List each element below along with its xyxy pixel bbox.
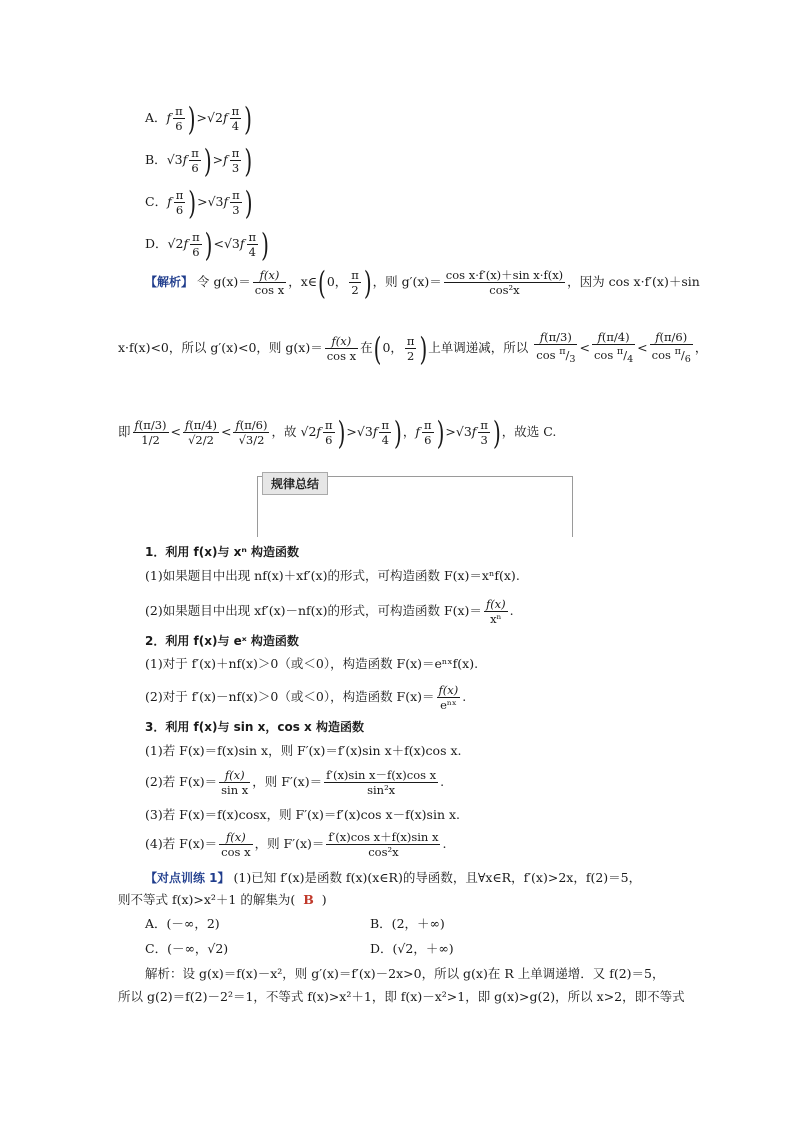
analysis-line-2: x·f(x)<0，所以 g′(x)<0，则 g(x)＝ $\frac{f(x)}{\text{cos x}}$ 在(0， $\frac{\pi}{2}$ )上单调递减，所以 $\frac{f(\pi/3)}{\cos ^\pi/_3}$ < $\frac{f(\pi/4)}{\cos ^\pi/_4}$ < $\frac{f(\pi/6)}{\cos ^\pi/_6}$ ， xyxy=(118,329,708,368)
exercise-question-line-2: 则不等式 f(x)>x²＋1 的解集为( B ) xyxy=(118,892,327,907)
summary-item-3-1: (1)若 F(x)＝f(x)sin x，则 F′(x)＝f′(x)sin x＋f(x)cos x. xyxy=(145,743,462,758)
summary-heading-3: 3．利用 f(x)与 sin x，cos x 构造函数 xyxy=(145,720,364,734)
analysis-line-1: 【解析】 令 g(x)＝ $\frac{f(x)}{\text{cos x}}$ ，x∈(0， $\frac{\pi}{2}$ )，则 g′(x)＝ $\frac{\text{cos x·f′(x)＋sin x·f(x)}}{\text{cos²x}}$ ，因为 cos x·f′(x)＋sin xyxy=(145,263,700,302)
exercise-option-d: D．(√2，＋∞) xyxy=(370,941,454,956)
summary-item-1-1: (1)如果题目中出现 nf(x)＋xf′(x)的形式，可构造函数 F(x)＝xⁿf(x). xyxy=(145,568,520,583)
exercise-solution-line-2: 所以 g(2)＝f(2)－2²＝1，不等式 f(x)>x²＋1，即 f(x)－x²>1，即 g(x)>g(2)，所以 x>2，即不等式 xyxy=(118,989,685,1004)
summary-item-3-4: (4)若 F(x)＝ $\frac{f(x)}{\text{cos x}}$ ，则 F′(x)＝ $\frac{\text{f′(x)cos x＋f(x)sin x}}{\text{cos²x}}$ . xyxy=(145,830,447,859)
exercise-solution-line-1: 解析：设 g(x)＝f(x)－x²，则 g′(x)＝f′(x)－2x>0，所以 g(x)在 R 上单调递增．又 f(2)＝5， xyxy=(145,966,665,981)
summary-heading-2: 2．利用 f(x)与 eˣ 构造函数 xyxy=(145,634,299,648)
option-a: A．f $\frac{\pi}{6}$ )>√2f $\frac{\pi}{4}$ ) xyxy=(145,99,252,138)
summary-heading-1: 1．利用 f(x)与 xⁿ 构造函数 xyxy=(145,545,300,559)
summary-item-1-2: (2)如果题目中出现 xf′(x)－nf(x)的形式，可构造函数 F(x)＝ $\frac{f(x)}{\text{xⁿ}}$ . xyxy=(145,597,514,626)
exercise-option-a: A．(－∞，2) xyxy=(145,916,220,931)
option-b: B．√3f $\frac{\pi}{6}$ )>f $\frac{\pi}{3}$ ) xyxy=(145,141,253,180)
exercise-question-line-1: 【对点训练 1】 (1)已知 f′(x)是函数 f(x)(x∈R)的导函数，且∀x∈R，f′(x)>2x，f(2)＝5， xyxy=(145,870,642,885)
summary-tag: 规律总结 xyxy=(262,472,328,495)
option-c: C．f $\frac{\pi}{6}$ )>√3f $\frac{\pi}{3}$ ) xyxy=(145,183,253,222)
summary-item-3-3: (3)若 F(x)＝f(x)cosx，则 F′(x)＝f′(x)cos x－f(x)sin x. xyxy=(145,807,460,822)
summary-item-3-2: (2)若 F(x)＝ $\frac{f(x)}{\text{sin x}}$ ，则 F′(x)＝ $\frac{\text{f′(x)sin x－f(x)cos x}}{\text{sin²x}}$ . xyxy=(145,768,445,797)
exercise-option-c: C．(－∞，√2) xyxy=(145,941,229,956)
answer-badge: B xyxy=(303,892,314,907)
summary-item-2-1: (1)对于 f′(x)＋nf(x)＞0（或＜0），构造函数 F(x)＝eⁿˣf(x). xyxy=(145,656,479,671)
summary-item-2-2: (2)对于 f′(x)－nf(x)＞0（或＜0），构造函数 F(x)＝ $\frac{f(x)}{\text{eⁿˣ}}$ . xyxy=(145,683,467,712)
exercise-option-b: B．(2，＋∞) xyxy=(370,916,445,931)
analysis-line-3: 即 $\frac{f(\pi/3)}{1/2}$ < $\frac{f(\pi/4)}{√2/2}$ < $\frac{f(\pi/6)}{√3/2}$ ，故 √2f $\frac{\pi}{6}$ )>√3f $\frac{\pi}{4}$ )，f $\frac{\pi}{6}$ )>√3f $\frac{\pi}{3}$ )，故选 C. xyxy=(118,413,557,452)
option-d: D．√2f $\frac{\pi}{6}$ )<√3f $\frac{\pi}{4}$ ) xyxy=(145,225,269,264)
